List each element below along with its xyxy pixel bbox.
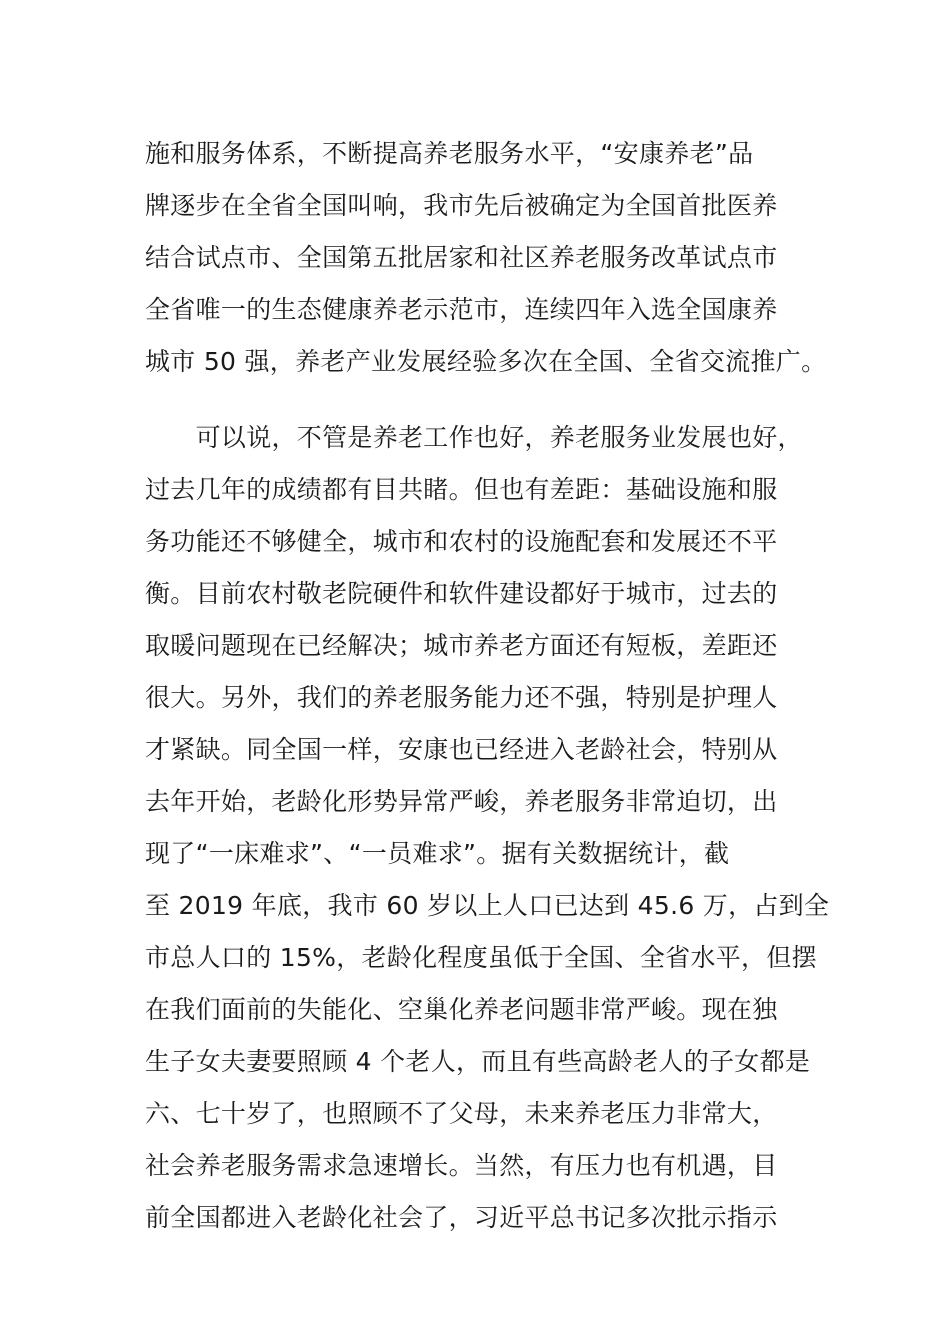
text-line: 取暖问题现在已经解决；城市养老方面还有短板，差距还 (145, 631, 778, 660)
text-line: 全省唯一的生态健康养老示范市，连续四年入选全国康养 (145, 295, 778, 324)
text-line: 牌逐步在全省全国叫响，我市先后被确定为全国首批医养 (145, 191, 778, 220)
text-line: 很大。另外，我们的养老服务能力还不强，特别是护理人 (145, 683, 778, 712)
text-line: 在我们面前的失能化、空巢化养老问题非常严峻。现在独 (145, 995, 778, 1024)
text-line: 施和服务体系，不断提高养老服务水平，“安康养老”品 (145, 139, 754, 168)
document-body (145, 128, 830, 1244)
text-line: 现了“一床难求”、“一员难求”。据有关数据统计，截 (145, 839, 730, 868)
text-line: 市总人口的 15%，老龄化程度虽低于全国、全省水平，但摆 (145, 943, 817, 972)
text-line: 六、七十岁了，也照顾不了父母，未来养老压力非常大， (145, 1099, 778, 1128)
paragraph-2 (145, 412, 830, 1244)
text-line: 前全国都进入老龄化社会了，习近平总书记多次批示指示 (145, 1203, 778, 1232)
paragraph-spacer (145, 388, 825, 412)
text-line: 生子女夫妻要照顾 4 个老人，而且有些高龄老人的子女都是 (145, 1047, 811, 1076)
paragraph-1 (145, 128, 825, 388)
text-line: 社会养老服务需求急速增长。当然，有压力也有机遇，目 (145, 1151, 778, 1180)
text-line: 去年开始，老龄化形势异常严峻，养老服务非常迫切，出 (145, 787, 778, 816)
text-line: 可以说，不管是养老工作也好，养老服务业发展也好， (145, 423, 803, 452)
text-line: 务功能还不够健全，城市和农村的设施配套和发展还不平 (145, 527, 778, 556)
text-line: 过去几年的成绩都有目共睹。但也有差距：基础设施和服 (145, 475, 778, 504)
text-line: 衡。目前农村敬老院硬件和软件建设都好于城市，过去的 (145, 579, 778, 608)
text-line: 才紧缺。同全国一样，安康也已经进入老龄社会，特别从 (145, 735, 778, 764)
text-line: 城市 50 强，养老产业发展经验多次在全国、全省交流推广。 (145, 347, 827, 376)
text-line: 结合试点市、全国第五批居家和社区养老服务改革试点市 (145, 243, 778, 272)
text-line: 至 2019 年底，我市 60 岁以上人口已达到 45.6 万，占到全 (145, 891, 830, 920)
